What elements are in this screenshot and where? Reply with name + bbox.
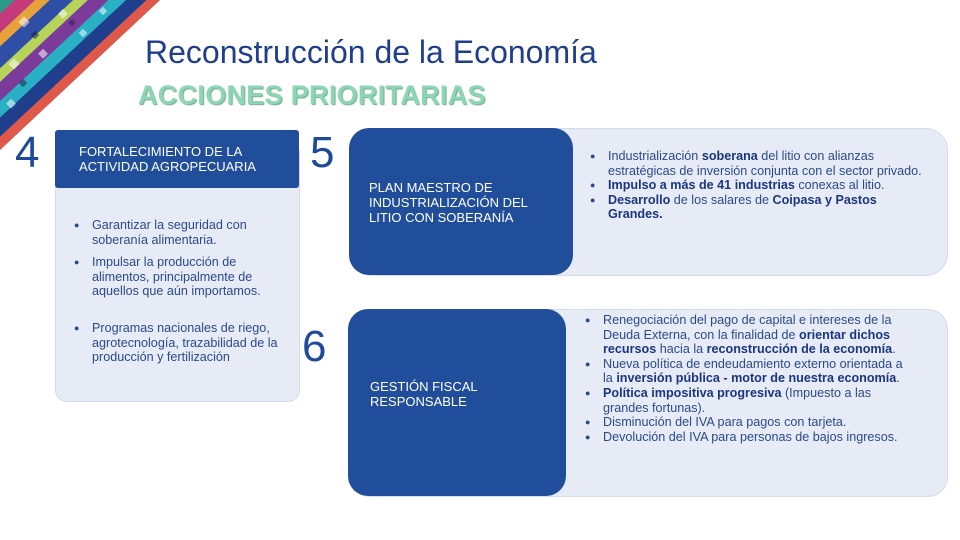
list-item: ● Industrialización soberana del litio con alianzas estratégicas de inversión conjunta con el sector privado. (590, 149, 930, 178)
list-item: ● Impulsar la producción de alimentos, principalmente de aquellos que aún importamos. (74, 255, 296, 299)
section-6-list (585, 313, 915, 444)
page-subtitle: ACCIONES PRIORITARIAS (138, 80, 486, 110)
list-item: ● Devolución del IVA para personas de bajos ingresos. (585, 430, 915, 445)
section-5-header: PLAN MAESTRO DE INDUSTRIALIZACIÓN DEL LITIO CON SOBERANÍA (349, 128, 573, 275)
list-item: ● Garantizar la seguridad con soberanía alimentaria. (74, 218, 296, 247)
section-6-header: GESTIÓN FISCAL RESPONSABLE (348, 309, 566, 496)
list-item: ● Nueva política de endeudamiento externo orientada a la inversión pública - motor de nuestra economía. (585, 357, 915, 386)
list-item: ● Disminución del IVA para pagos con tarjeta. (585, 415, 915, 430)
section-6-number: 6 (302, 322, 327, 371)
list-item: ● Desarrollo de los salares de Coipasa y Pastos Grandes. (590, 193, 930, 222)
section-4-list (74, 218, 296, 365)
page-title: Reconstrucción de la Economía (145, 34, 597, 70)
list-item: ● Impulso a más de 41 industrias conexas al litio. (590, 178, 930, 193)
list-item: ● Renegociación del pago de capital e intereses de la Deuda Externa, con la finalidad de orientar dichos recursos hacia la reconstrucción de la economía. (585, 313, 915, 357)
section-4-number: 4 (15, 128, 40, 177)
list-item: ● Política impositiva progresiva (Impuesto a las grandes fortunas). (585, 386, 915, 415)
section-4-header: FORTALECIMIENTO DE LA ACTIVIDAD AGROPECUARIA (55, 130, 299, 188)
list-item: ● Programas nacionales de riego, agrotecnología, trazabilidad de la producción y fertilización (74, 321, 296, 365)
section-5-list (590, 149, 930, 222)
section-5-number: 5 (310, 128, 335, 177)
